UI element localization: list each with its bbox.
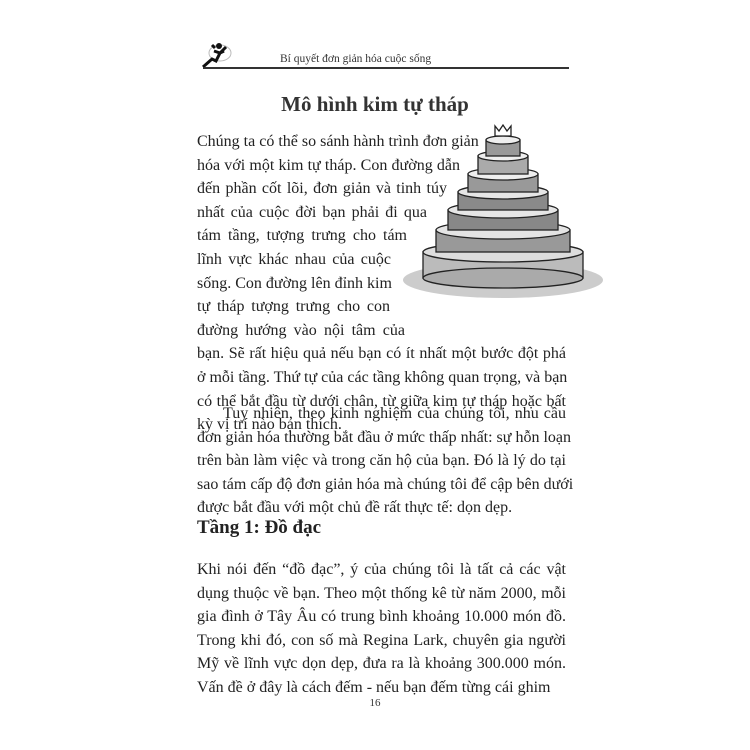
- header-rule: [203, 67, 569, 69]
- text-line: sống. Con đường lên đỉnh kim: [197, 274, 392, 292]
- text-line: đến phần cốt lõi, đơn giản và tinh túy: [197, 180, 447, 198]
- text-line: có thể bắt đầu từ dưới chân, từ giữa kim tự tháp hoặc bất: [197, 392, 566, 410]
- subheading-tier-1: Tầng 1: Đồ đạc: [197, 517, 322, 538]
- page-number: 16: [369, 697, 381, 709]
- text-line: Mỹ về lĩnh vực dọn dẹp, đưa ra là khoảng 300.000 món.: [197, 655, 566, 673]
- text-line: Vấn đề ở đây là cách đếm - nếu bạn đếm từng cái ghim: [197, 679, 551, 696]
- text-line: nhất của cuộc đời bạn phải đi qua: [197, 203, 427, 221]
- text-line: gia đình ở Tây Âu có trung bình khoảng 10.000 món đồ.: [197, 608, 566, 626]
- section-title: Mô hình kim tự tháp: [281, 92, 469, 116]
- text-line: đường hướng vào nội tâm của: [197, 321, 405, 339]
- text-line: Chúng ta có thể so sánh hành trình đơn giản: [197, 133, 479, 150]
- text-line: lĩnh vực khác nhau của cuộc: [197, 251, 391, 268]
- running-figure-logo-icon: [200, 41, 232, 69]
- running-header-title: Bí quyết đơn giản hóa cuộc sống: [280, 53, 432, 65]
- text-line: sao tám cấp độ đơn giản hóa mà chúng tôi để cập bên dưới: [197, 475, 574, 493]
- text-line: tự tháp tượng trưng cho con: [197, 298, 390, 316]
- text-line: kỳ vị trí nào bạn thích.: [197, 416, 342, 434]
- text-line: dụng thuộc về bạn. Theo một thống kê từ năm 2000, mỗi: [197, 584, 566, 602]
- text-line: Trong khi đó, con số mà Regina Lark, chuyên gia người: [197, 631, 566, 649]
- text-line: Khi nói đến “đồ đạc”, ý của chúng tôi là tất cả các vật: [197, 561, 566, 578]
- text-line: bạn. Sẽ rất hiệu quả nếu bạn có ít nhất một bước đột phá: [197, 345, 566, 363]
- text-line: Tuy nhiên, theo kinh nghiệm của chúng tôi, nhu cầu: [223, 405, 566, 422]
- text-line: trên bàn làm việc và trong căn hộ của bạn. Đó là lý do tại: [197, 452, 566, 470]
- text-line: tám tầng, tượng trưng cho tám: [197, 227, 407, 245]
- text-line: được bắt đầu với một chủ đề rất thực tế: dọn dẹp.: [197, 499, 513, 517]
- text-line: hóa với một kim tự tháp. Con đường dẫn: [197, 156, 460, 174]
- text-line: đơn giản hóa thường bắt đầu ở mức thấp nhất: sự hỗn loạn: [197, 428, 571, 446]
- text-line: ở mỗi tầng. Thứ tự của các tầng không quan trọng, và bạn: [197, 369, 568, 386]
